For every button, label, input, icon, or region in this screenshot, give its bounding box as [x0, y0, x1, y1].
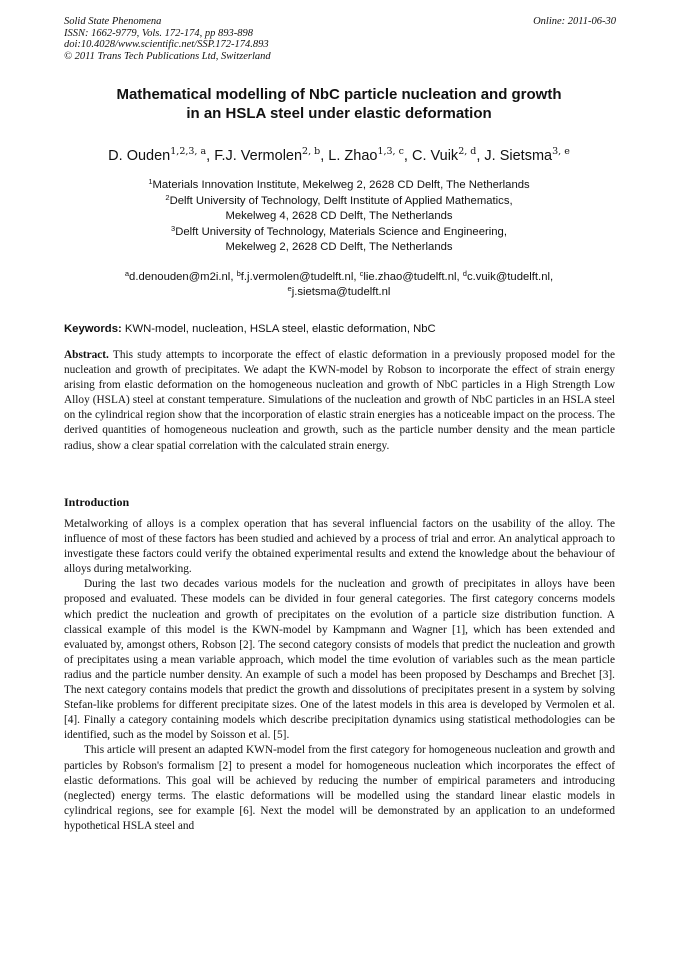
author-list [64, 146, 614, 166]
author-affiliation-marker: 1,3, c [377, 146, 404, 157]
affiliation-1 [64, 178, 614, 194]
author-separator: , [403, 148, 412, 164]
title-line-1: Mathematical modelling of NbC particle nucleation and growth [116, 86, 562, 103]
author-name: L. Zhao [328, 148, 378, 164]
affiliations [64, 178, 614, 256]
email-address: j.sietsma@tudelft.nl [291, 286, 391, 298]
email-address: lie.zhao@tudelft.nl, [363, 271, 463, 283]
journal-name: Solid State Phenomena [64, 16, 162, 27]
author-affiliation-marker: 3, e [552, 146, 570, 157]
abstract [64, 348, 615, 454]
author-affiliation-marker: 2, b [302, 146, 321, 157]
author-name: D. Ouden [108, 148, 171, 164]
author [484, 148, 569, 164]
paper-title [64, 85, 614, 123]
affiliation-text: Delft University of Technology, Delft Institute of Applied Mathematics, [169, 194, 513, 207]
section-heading-introduction: Introduction [64, 495, 130, 509]
paragraph: This article will present an adapted KWN-model from the first category for homogeneous nucleation and growth and particles by Robson's formalism [2] to present a model for homogeneous nucleation which incorporates the effect of elastic deformations. This goal will be achieved by reducing the number of empirical parameters and introducing (neglected) energy terms. The elastic deformations will be modelled using the standard linear elastic models in cylindrical regions, see for example [6]. Next the model will be demonstrated by an application to an undeformed hypothetical HSLA steel and [64, 744, 615, 832]
author [328, 148, 412, 164]
abstract-label: Abstract. [64, 349, 109, 361]
paragraph: During the last two decades various models for the nucleation and growth of precipitates in alloys have been proposed and evaluated. These models can be divided in four general categories. The first category concerns models which predict the nucleation and growth of precipitates on the evolution of a particle size distribution function. A classical example of this model is the KWN-model by Kampmann and Wagner [1], which has been extended and evaluated by, amongst others, Robson [2]. The second category consists of models that predict the nucleation and growth of precipitates using a mean variable approach, which model the time evolution of variables such as the mean particle radius and the particle number density. An example of such a model has been proposed by Deschamps and Brechet [3]. The next category contains models that predict the growth and dissolutions of precipitates present in a system by solving Stefan-like problems for different precipitate sizes. One of the latest models in this area is developed by Vermolen et al. [4]. Finally a category containing models which describe precipitation dynamics using statistical methodologies can be identified, such as the model by Soisson et al. [5]. [64, 578, 615, 742]
affiliation-text: Materials Innovation Institute, Mekelweg 2, 2628 CD Delft, The Netherlands [152, 179, 530, 191]
affiliation-3 [64, 225, 614, 241]
doi-line: doi:10.4028/www.scientific.net/SSP.172-174.893 [64, 39, 269, 50]
issn-line: ISSN: 1662-9779, Vols. 172-174, pp 893-898 [64, 27, 253, 39]
email-marker: d [462, 269, 467, 278]
affiliation-3-address: Mekelweg 2, 2628 CD Delft, The Netherlands [225, 241, 453, 253]
author-name: C. Vuik [411, 148, 459, 164]
author-emails [64, 270, 614, 300]
affiliation-2 [64, 194, 614, 210]
email-address: c.vuik@tudelft.nl, [466, 271, 554, 283]
copyright-line: © 2011 Trans Tech Publications Ltd, Switzerland [64, 50, 271, 62]
affiliation-marker: 2 [165, 192, 170, 202]
journal-header [64, 16, 271, 62]
keywords [64, 322, 614, 337]
email-marker: e [287, 284, 292, 293]
email-line-2 [64, 285, 614, 300]
email-address: f.j.vermolen@tudelft.nl, [240, 271, 360, 283]
email-line-1 [64, 270, 614, 285]
author [214, 148, 328, 164]
author [412, 148, 484, 164]
online-date: Online: 2011-06-30 [533, 16, 616, 27]
affiliation-marker: 1 [148, 177, 153, 186]
keywords-text: KWN-model, nucleation, HSLA steel, elastic deformation, NbC [121, 323, 436, 335]
affiliation-text: Delft University of Technology, Materials Science and Engineering, [175, 225, 507, 238]
affiliation-marker: 3 [171, 223, 176, 233]
email-marker: c [359, 269, 364, 278]
abstract-text: This study attempts to incorporate the effect of elastic deformation in a previously proposed model for the nucleation and growth of precipitates. We adapt the KWN-model by Robson to incorporate the effect of strain energy arising from elastic deformation on the homogeneous nucleation and growth of NbC particles in a High Strength Low Alloy (HSLA) steel at constant temperature. Simulations of the nucleation and growth of NbC particles in an HSLA steel on the cylindrical region show that the incorporation of elastic strain energies has a noticeable impact on the process. The derived quantities of homogeneous nucleation and growth, such as the particle number density and the mean particle radius, show a clear spatial correlation with the calculated strain energy. [64, 349, 615, 452]
author-affiliation-marker: 2, d [458, 146, 477, 157]
introduction-body [64, 517, 615, 834]
author-name: J. Sietsma [484, 148, 553, 164]
author-separator: , [476, 148, 485, 164]
email-address: d.denouden@m2i.nl, [129, 271, 237, 283]
keywords-label: Keywords: [64, 323, 122, 335]
author-affiliation-marker: 1,2,3, a [170, 146, 207, 157]
author-separator: , [206, 148, 215, 164]
email-marker: b [236, 269, 241, 278]
paragraph: Metalworking of alloys is a complex operation that has several influencial factors on the usability of the alloy. The influence of most of these factors has been studied and achieved by a process of trial and error. An analytical approach to investigate these factors could verify the obtained experimental results and extend the knowledge about the behaviour of alloys during metalworking. [64, 518, 615, 576]
author-name: F.J. Vermolen [214, 148, 303, 164]
author-separator: , [320, 148, 329, 164]
title-line-2: in an HSLA steel under elastic deformation [186, 105, 492, 122]
author [108, 148, 214, 164]
affiliation-2-address: Mekelweg 4, 2628 CD Delft, The Netherlands [225, 210, 453, 222]
email-marker: a [124, 269, 130, 278]
